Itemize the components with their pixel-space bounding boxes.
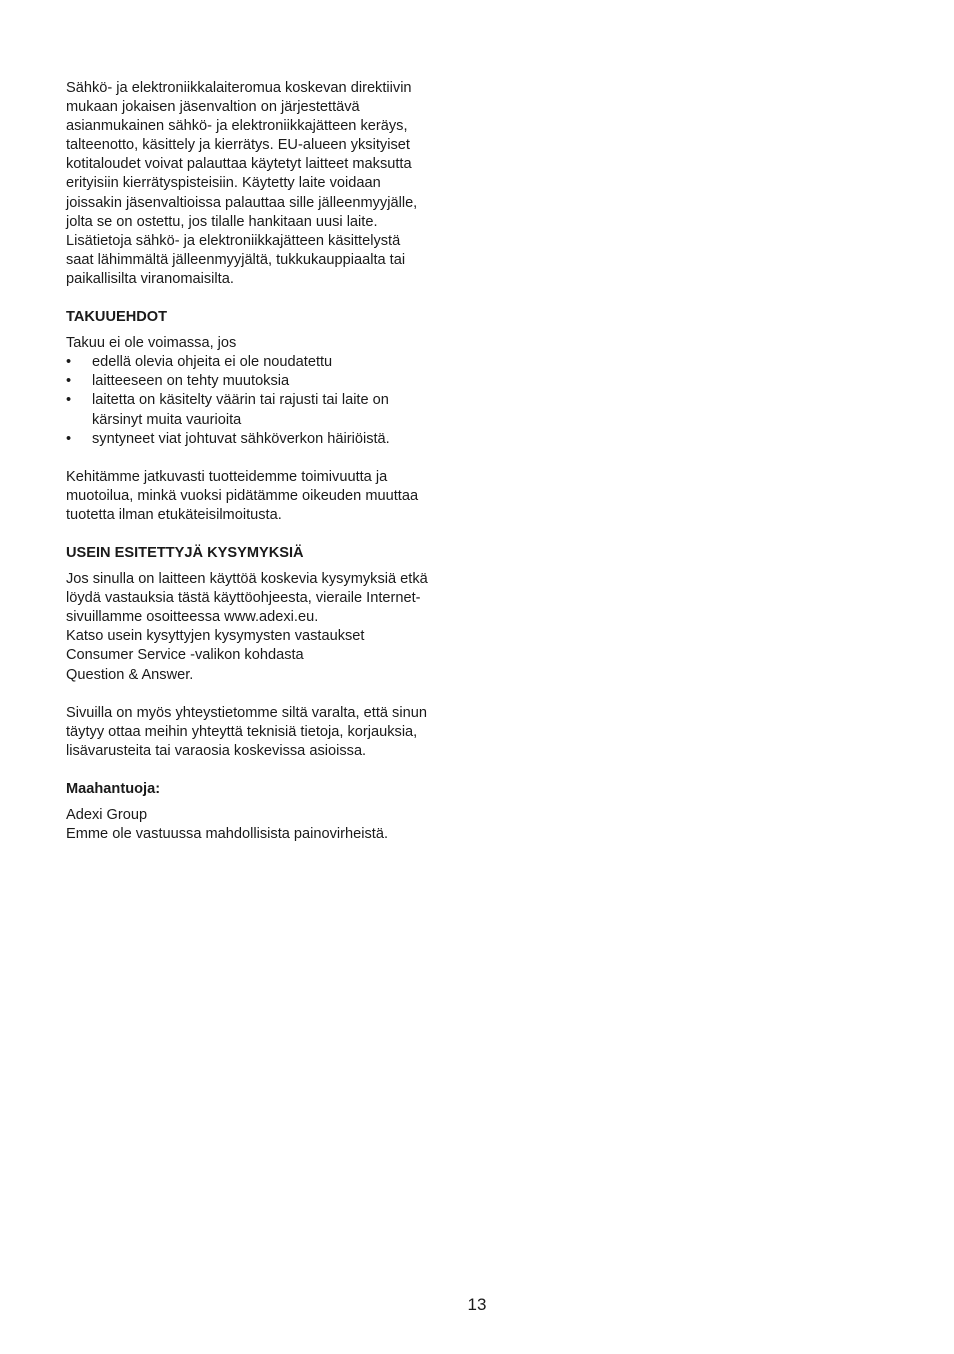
printing-error-disclaimer: Emme ole vastuussa mahdollisista painovirheistä.	[66, 826, 389, 843]
list-item	[66, 391, 476, 429]
paragraph-line: lisävarusteita tai varaosia koskevissa asioissa.	[66, 742, 367, 759]
warranty-heading: TAKUUEHDOT	[66, 309, 168, 326]
paragraph-line: Katso usein kysyttyjen kysymysten vastaukset	[66, 628, 365, 645]
product-development-note	[66, 468, 476, 525]
paragraph-line: Consumer Service -valikon kohdasta	[66, 647, 304, 664]
paragraph-line: asianmukainen sähkö- ja elektroniikkajätteen keräys,	[66, 118, 408, 135]
paragraph-line: sivuillamme osoitteessa www.adexi.eu.	[66, 609, 319, 626]
paragraph-line: Kehitämme jatkuvasti tuotteidemme toimivuutta ja	[66, 468, 388, 485]
paragraph-line: Jos sinulla on laitteen käyttöä koskevia kysymyksiä etkä	[66, 571, 428, 588]
list-item-text: syntyneet viat johtuvat sähköverkon häiriöistä.	[92, 430, 390, 447]
faq-paragraph	[66, 570, 476, 685]
importer-heading: Maahantuoja:	[66, 780, 161, 797]
warranty-intro: Takuu ei ole voimassa, jos	[66, 335, 237, 352]
list-item	[66, 353, 476, 372]
manual-text-column	[66, 79, 476, 844]
paragraph-line: löydä vastauksia tästä käyttöohjeesta, vieraile Internet-	[66, 590, 421, 607]
weee-disposal-paragraph	[66, 79, 476, 289]
importer-section	[66, 780, 476, 844]
list-item	[66, 430, 476, 449]
paragraph-line: erityisiin kierrätyspisteisiin. Käytetty laite voidaan	[66, 175, 381, 192]
paragraph-line: kotitaloudet voivat palauttaa käytetyt laitteet maksutta	[66, 156, 412, 173]
paragraph-line: täytyy ottaa meihin yhteyttä teknisiä tietoja, korjauksia,	[66, 723, 418, 740]
paragraph-line: Sähkö- ja elektroniikkalaiteromua koskevan direktiivin	[66, 80, 412, 96]
list-item	[66, 372, 476, 391]
list-item-text: laitetta on käsitelty väärin tai rajusti tai laite on	[92, 392, 389, 409]
page-number: 13	[467, 1295, 487, 1314]
warranty-bullet-list	[66, 353, 476, 448]
paragraph-line: Question & Answer.	[66, 666, 194, 683]
paragraph-line: saat lähimmältä jälleenmyyjältä, tukkukauppiaalta tai	[66, 251, 406, 268]
list-item-text: laitteeseen on tehty muutoksia	[92, 373, 290, 390]
list-item-text-continued: kärsinyt muita vaurioita	[92, 411, 242, 428]
paragraph-line: joissakin jäsenvaltioissa palauttaa sille jälleenmyyjälle,	[66, 194, 418, 211]
paragraph-line: talteenotto, käsittely ja kierrätys. EU-alueen yksityiset	[66, 137, 410, 154]
paragraph-line: tuotetta ilman etukäteisilmoitusta.	[66, 506, 282, 523]
list-item-text: edellä olevia ohjeita ei ole noudatettu	[92, 354, 333, 371]
paragraph-line: mukaan jokaisen jäsenvaltion on järjestettävä	[66, 99, 360, 116]
bullet-icon: •	[66, 373, 72, 390]
bullet-icon: •	[66, 392, 72, 409]
importer-name: Adexi Group	[66, 807, 148, 823]
faq-section	[66, 544, 476, 761]
contact-paragraph	[66, 704, 476, 761]
bullet-icon: •	[66, 354, 72, 371]
faq-heading: USEIN ESITETTYJÄ KYSYMYKSIÄ	[66, 544, 304, 561]
warranty-section	[66, 308, 476, 525]
paragraph-line: Lisätietoja sähkö- ja elektroniikkajätteen käsittelystä	[66, 232, 401, 249]
paragraph-line: jolta se on ostettu, jos tilalle hankitaan uusi laite.	[66, 213, 378, 230]
paragraph-line: Sivuilla on myös yhteystietomme siltä varalta, että sinun	[66, 704, 427, 721]
paragraph-line: muotoilua, minkä vuoksi pidätämme oikeuden muuttaa	[66, 487, 419, 504]
bullet-icon: •	[66, 430, 72, 447]
paragraph-line: paikallisilta viranomaisilta.	[66, 270, 234, 287]
